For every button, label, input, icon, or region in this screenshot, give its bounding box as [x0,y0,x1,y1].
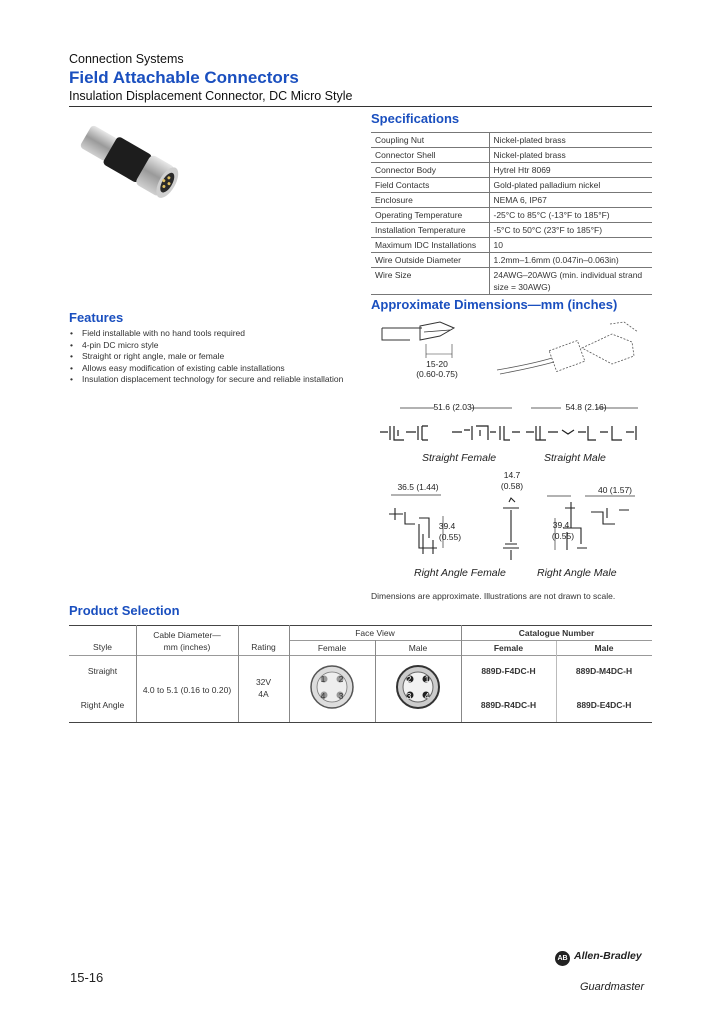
spec-label: Maximum IDC Installations [371,238,489,253]
col-header-cable-diameter: Cable Diameter— [153,630,221,640]
female-pin-label: 1 [320,674,326,684]
col-header-cat-male: Male [594,643,614,653]
list-item: • Straight or right angle, male or female [70,351,350,363]
spec-value: -5°C to 50°C (23°F to 185°F) [489,223,652,238]
spec-value: Nickel-plated brass [489,148,652,163]
cat-straight-male: 889D-M4DC-H [575,666,633,676]
col-header-face-male: Male [408,643,428,653]
table-row [371,253,652,268]
col-header-cable-units: mm (inches) [163,642,211,652]
dimensions-heading: Approximate Dimensions—mm (inches) [371,297,618,312]
spec-label: Connector Shell [371,148,489,163]
dimensions-note: Dimensions are approximate. Illustrations are not drawn to scale. [371,591,616,601]
list-item: • Allows easy modification of existing cable installations [70,363,350,375]
table-column-divider [238,625,239,722]
col-header-style: Style [93,642,112,652]
list-item: • Insulation displacement technology for secure and reliable installation [70,374,350,386]
male-pin-label: 3 [406,691,412,701]
spec-value: Hytrel Htr 8069 [489,163,652,178]
ra-female-height-inch: (0.55) [438,532,462,542]
spec-label: Installation Temperature [371,223,489,238]
spec-label: Connector Body [371,163,489,178]
section-kicker: Connection Systems [69,52,184,66]
male-pin-label: 2 [406,674,412,684]
rating-voltage: 32V [255,677,272,687]
table-row [371,208,652,223]
spec-value: Nickel-plated brass [489,133,652,148]
ra-mid-width-inch: (0.58) [500,481,524,491]
table-row [371,268,652,295]
row-style-right-angle: Right Angle [80,700,125,710]
cat-right-angle-male: 889D-E4DC-H [576,700,632,710]
ra-female-length: 36.5 (1.44) [397,482,439,492]
straight-male-caption: Straight Male [544,452,606,464]
col-header-cat-female: Female [493,643,524,653]
spec-label: Coupling Nut [371,133,489,148]
spec-label: Wire Outside Diameter [371,253,489,268]
straight-female-caption: Straight Female [422,452,497,464]
spec-value: NEMA 6, IP67 [489,193,652,208]
ra-male-height-inch: (0.55) [551,531,575,541]
catalogue-subrule [462,640,652,641]
ra-female-caption: Right Angle Female [414,567,506,579]
allen-bradley-logo-icon: AB [555,951,570,966]
features-list [70,328,350,386]
rating-current: 4A [258,689,269,699]
spec-value: Gold-plated palladium nickel [489,178,652,193]
female-pin-label: 3 [338,691,344,701]
straight-male-length: 54.8 (2.16) [565,402,607,412]
product-selection-heading: Product Selection [69,603,180,618]
straight-female-length: 51.6 (2.03) [433,402,475,412]
table-header-rule [69,655,652,656]
face-view-subrule [290,640,375,641]
strip-length-label: 15-20 [426,359,448,369]
male-pin-label: 1 [424,674,430,684]
ra-male-length: 40 (1.57) [597,485,633,495]
table-row [371,133,652,148]
right-angle-connectors-drawing [385,488,645,573]
spec-label: Enclosure [371,193,489,208]
table-row [371,148,652,163]
list-item: • 4-pin DC micro style [70,340,350,352]
table-bottom-rule [69,722,652,723]
cable-diameter-value: 4.0 to 5.1 (0.16 to 0.20) [142,685,232,695]
connector-photo [68,116,198,211]
wire-harness-sketch [492,320,642,380]
col-header-rating: Rating [251,642,276,652]
ra-female-height: 39.4 [438,521,456,531]
female-pin-label: 2 [338,674,344,684]
title-divider [69,106,652,107]
brand-name: Allen-Bradley [574,950,642,962]
table-row [371,163,652,178]
spec-value: 1.2mm–1.6mm (0.047in–0.063in) [489,253,652,268]
col-header-face-view: Face View [355,628,395,638]
features-heading: Features [69,310,124,325]
spec-value: 10 [489,238,652,253]
product-line-name: Guardmaster [580,981,645,993]
cat-right-angle-female: 889D-R4DC-H [480,700,537,710]
specifications-heading: Specifications [371,111,460,126]
face-view-subrule [376,640,461,641]
male-pin-label: 4 [424,691,430,701]
ra-male-caption: Right Angle Male [537,567,617,579]
ra-male-height: 39.4 [552,520,570,530]
page-title: Field Attachable Connectors [69,68,299,87]
table-row [371,193,652,208]
strip-length-inch-label: (0.60-0.75) [416,369,458,379]
ra-mid-width: 14.7 [503,470,521,480]
col-header-face-female: Female [317,643,347,653]
table-row [371,238,652,253]
row-style-straight: Straight [87,666,118,676]
wire-strip-drawing [380,318,470,363]
spec-value: 24AWG–20AWG (min. individual strand size = 30AWG) [489,268,652,295]
spec-label: Operating Temperature [371,208,489,223]
specifications-table [371,132,652,295]
spec-value: -25°C to 85°C (-13°F to 185°F) [489,208,652,223]
page-number: 15-16 [70,970,104,985]
straight-connectors-drawing [376,400,661,450]
male-face-view-icon [395,664,441,710]
table-top-rule [69,625,652,626]
table-row [371,223,652,238]
spec-label: Wire Size [371,268,489,295]
female-pin-label: 4 [320,691,326,701]
col-header-catalogue-number: Catalogue Number [518,628,595,638]
page-subtitle: Insulation Displacement Connector, DC Micro Style [69,89,353,103]
cat-straight-female: 889D-F4DC-H [481,666,536,676]
table-row [371,178,652,193]
spec-label: Field Contacts [371,178,489,193]
female-face-view-icon [309,664,355,710]
list-item: • Field installable with no hand tools required [70,328,350,340]
